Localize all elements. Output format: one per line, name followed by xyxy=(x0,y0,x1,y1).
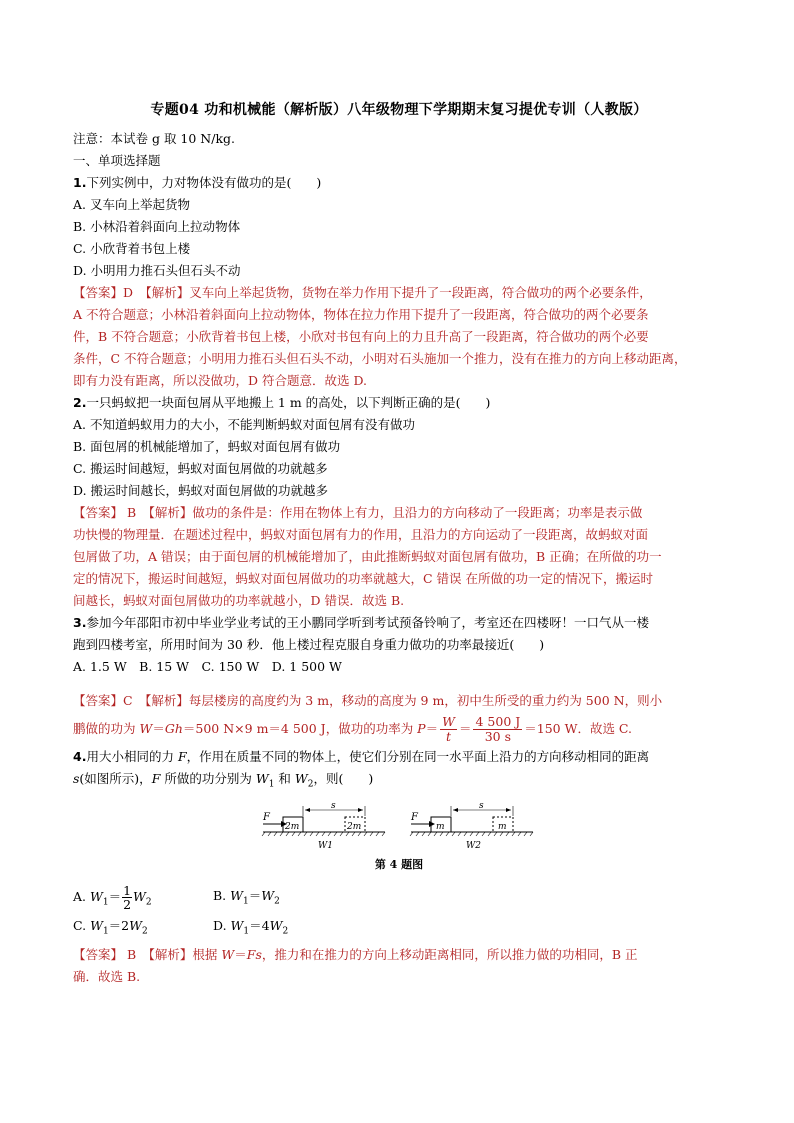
section-heading: 一、单项选择题 xyxy=(73,153,161,168)
mass-label-left-start: 2m xyxy=(285,821,300,832)
w1-label: W1 xyxy=(318,840,333,851)
q4-answer: 【答案】 B 【解析】根据 W＝Fs，推力和在推力的方向上移动距离相同，所以推力做的功相同，B 正 确．故选 B. xyxy=(73,946,638,984)
q3-answer-tag: 【答案】C 【解析】 xyxy=(73,693,189,708)
mass-label-right-start: m xyxy=(436,821,445,832)
q1-option-d: D. 小明用力推石头但石头不动 xyxy=(73,263,241,278)
q4-option-a: A. $W_1=$ $\frac{1}{2}$ $W_2$ xyxy=(73,882,152,912)
power-fraction-numeric: $\frac{4 500 J}{30 s}$ xyxy=(475,714,521,744)
mass-label-right-end: m xyxy=(498,821,507,832)
right-panel xyxy=(410,806,533,836)
question-3-number: 3. xyxy=(73,615,87,630)
q3-formula-line: 鹏做的功为 W＝Gh＝500 N×9 m＝4 500 J，做功的功率为 P＝ $\frac{W}{t}$ ＝ $\frac{4 500 J}{30 s}$ ＝150 W．故选 C. xyxy=(73,714,633,744)
q2-option-b: B. 面包屑的机械能增加了，蚂蚁对面包屑有做功 xyxy=(73,439,341,454)
q1-answer-tag: 【答案】D 【解析】 xyxy=(73,285,190,300)
figure-q4 xyxy=(73,802,725,880)
ground-hatch-left xyxy=(262,832,385,836)
question-3-stem-2: 跑到四楼考室，所用时间为 30 秒．他上楼过程克服自身重力做功的功率最接近( ) xyxy=(73,637,545,652)
q1-option-c: C. 小欣背着书包上楼 xyxy=(73,241,191,256)
figure-caption: 第 4 题图 xyxy=(374,857,424,871)
power-fraction-w-over-t: $\frac{W}{t}$ xyxy=(442,714,455,744)
q3-answer: 【答案】C 【解析】每层楼房的高度约为 3 m，移动的高度为 9 m，初中生所受的重力约为 500 N，则小 鹏做的功为 W＝Gh＝500 N×9 m＝4 500 J，做功的功率为 P＝ $\frac{W}{t}$ ＝ $\frac{4 500 J}{30 s}$ ＝150 W．故选 C. xyxy=(73,690,725,746)
q1-option-b: B. 小林沿着斜面向上拉动物体 xyxy=(73,219,241,234)
mass-label-left-end: 2m xyxy=(347,821,362,832)
document-title: 专题04 功和机械能（解析版）八年级物理下学期期末复习提优专训（人教版） xyxy=(150,102,648,118)
question-2-stem: 2.一只蚂蚁把一块面包屑从平地搬上 1 m 的高处，以下判断正确的是( ) xyxy=(73,395,491,410)
left-panel xyxy=(262,806,385,836)
q2-option-d: D. 搬运时间越长，蚂蚁对面包屑做的功就越多 xyxy=(73,483,329,498)
q4-options-row-2 xyxy=(73,914,725,944)
question-1-number: 1. xyxy=(73,175,87,190)
q1-answer: 【答案】D 【解析】叉车向上举起货物，货物在举力作用下提升了一段距离，符合做功的两个必要条件， A 不符合题意；小林沿着斜面向上拉动物体，物体在拉力作用下提升了一段距离，符合做功的两个必要条 件，B 不符合题意；小欣背着书包上楼，小欣对书包有向上的力且升高了一段距离，符合做功的两个必要 条件，C 不符合题意；小明用力推石头但石头不动，小明对石头施加一个推力，没有在推力的方向上移动距离， 即有力没有距离，所以没做功，D 符合题意．故选 D. xyxy=(73,285,687,388)
q4-option-d: D. $W_1=4W_2$ xyxy=(213,918,289,937)
q4-option-b: B. $W_1=W_2$ xyxy=(213,887,280,906)
q2-answer: 【答案】 B 【解析】做功的条件是：作用在物体上有力，且沿力的方向移动了一段距离；功率是表示做 功快慢的物理量．在题述过程中，蚂蚁对面包屑有力的作用，且沿力的方向运动了一段距离，故蚂蚁对面 包屑做了功，A 错误；由于面包屑的机械能增加了，由此推断蚂蚁对面包屑有做功，B 正确；在所做的功一 定的情况下，搬运时间越短，蚂蚁对面包屑做功的功率就越大，C 错误 在所做的功一定的情况下，搬运时 间越长，蚂蚁对面包屑做功的功率就越小，D 错误．故选 B. xyxy=(73,505,662,608)
q4-options-row-1 xyxy=(73,884,725,915)
distance-label-right: s xyxy=(479,801,484,811)
note-line: 注意：本试卷 g 取 10 N/kg. xyxy=(73,131,235,146)
force-label-left: F xyxy=(263,811,270,823)
question-4-stem: 4.用大小相同的力 F，作用在质量不同的物体上，使它们分别在同一水平面上沿力的方向移动相同的距离 xyxy=(73,749,650,764)
q1-option-a: A. 叉车向上举起货物 xyxy=(73,197,190,212)
force-diagram xyxy=(73,802,725,858)
q2-answer-tag: 【答案】 B 【解析】 xyxy=(73,505,193,520)
ground-hatch-right xyxy=(410,832,533,836)
question-4-stem-2: s(如图所示)，F 所做的功分别为 $W_1$ 和 $W_2$，则( ) xyxy=(73,771,374,790)
w2-label: W2 xyxy=(466,840,481,851)
question-4-number: 4. xyxy=(73,749,87,764)
q2-option-a: A. 不知道蚂蚁用力的大小，不能判断蚂蚁对面包屑有没有做功 xyxy=(73,417,415,432)
document-page xyxy=(73,100,725,988)
question-2-number: 2. xyxy=(73,395,87,410)
q3-options: A. 1.5 W B. 15 W C. 150 W D. 1 500 W xyxy=(73,659,342,674)
distance-label-left: s xyxy=(331,801,336,811)
q4-option-c: C. $W_1=2W_2$ xyxy=(73,918,148,937)
q4-answer-tag: 【答案】 B 【解析】 xyxy=(73,946,193,962)
force-label-right: F xyxy=(411,811,418,823)
arrowhead-right xyxy=(429,821,435,827)
question-3-stem: 3.参加今年邵阳市初中毕业学业考试的王小鹏同学听到考试预备铃响了，考室还在四楼呀！一口气从一楼 xyxy=(73,615,649,630)
question-1-stem: 1.下列实例中，力对物体没有做功的是( ) xyxy=(73,175,322,190)
q2-option-c: C. 搬运时间越短，蚂蚁对面包屑做的功就越多 xyxy=(73,461,328,476)
